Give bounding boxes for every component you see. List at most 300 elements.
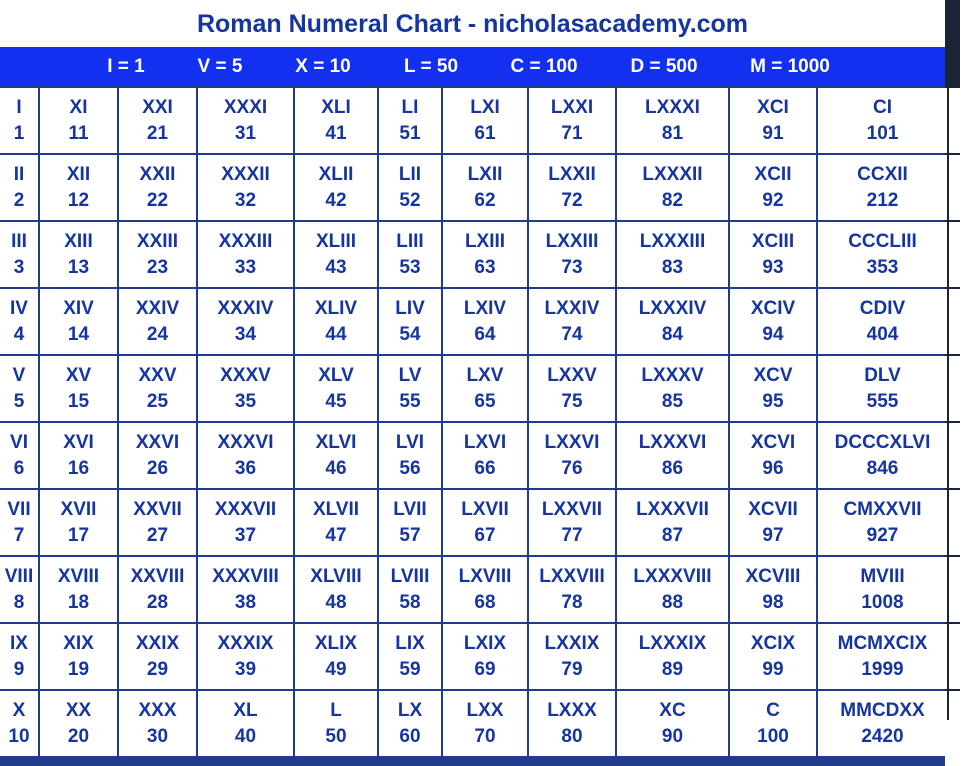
- roman-numeral: XXII: [139, 163, 176, 185]
- numeral-cell: [119, 557, 196, 622]
- arabic-number: 90: [661, 725, 684, 747]
- numeral-cell: [443, 490, 527, 555]
- roman-numeral: LXXX: [547, 699, 597, 721]
- roman-numeral: I: [16, 96, 22, 118]
- numeral-cell: [295, 557, 377, 622]
- arabic-number: 1008: [861, 591, 904, 613]
- roman-numeral: XXXVIII: [212, 565, 279, 587]
- row-end-padding: [949, 155, 967, 220]
- arabic-number: 29: [146, 658, 169, 680]
- arabic-number: 92: [762, 189, 784, 211]
- numeral-table: [0, 86, 945, 766]
- roman-numeral: LXXI: [550, 96, 594, 118]
- row-end-padding: [949, 490, 967, 555]
- roman-numeral: LXXXVII: [636, 498, 709, 520]
- arabic-number: 76: [561, 457, 583, 479]
- numeral-cell: [818, 423, 947, 488]
- numeral-cell: [443, 88, 527, 153]
- numeral-cell: [40, 490, 117, 555]
- roman-numeral: LXXIII: [545, 230, 599, 252]
- roman-numeral: LVIII: [390, 565, 430, 587]
- roman-numeral: XLV: [318, 364, 354, 386]
- roman-numeral: XCIV: [750, 297, 796, 319]
- roman-numeral: CDIV: [859, 297, 906, 319]
- arabic-number: 24: [146, 323, 169, 345]
- arabic-number: 16: [67, 457, 90, 479]
- arabic-number: 353: [866, 256, 899, 278]
- numeral-cell: [379, 356, 441, 421]
- arabic-number: 99: [762, 658, 784, 680]
- arabic-number: 18: [67, 591, 90, 613]
- roman-numeral: L: [330, 699, 342, 721]
- numeral-cell: [529, 356, 615, 421]
- numeral-cell: [0, 155, 38, 220]
- arabic-number: 15: [67, 390, 90, 412]
- arabic-number: 43: [325, 256, 347, 278]
- arabic-number: 2420: [861, 725, 904, 747]
- arabic-number: 67: [474, 524, 496, 546]
- numeral-cell: [198, 624, 293, 689]
- arabic-number: 53: [399, 256, 421, 278]
- arabic-number: 7: [13, 524, 25, 546]
- numeral-cell: [730, 557, 816, 622]
- numeral-cell: [0, 222, 38, 287]
- numeral-cell: [818, 289, 947, 354]
- roman-numeral: LXXIV: [544, 297, 600, 319]
- arabic-number: 10: [8, 725, 30, 747]
- row-end-padding: [949, 88, 967, 153]
- numeral-cell: [379, 691, 441, 756]
- arabic-number: 5: [13, 390, 25, 412]
- arabic-number: 38: [234, 591, 257, 613]
- roman-numeral: XCVIII: [745, 565, 801, 587]
- roman-numeral: XXVIII: [130, 565, 185, 587]
- numeral-cell: [40, 691, 117, 756]
- arabic-number: 8: [13, 591, 25, 613]
- roman-numeral: CCXII: [857, 163, 908, 185]
- roman-numeral: XLIII: [315, 230, 357, 252]
- roman-numeral: CCCLIII: [848, 230, 917, 252]
- row-end-padding: [949, 557, 967, 622]
- roman-numeral: LXXVIII: [539, 565, 605, 587]
- numeral-cell: [40, 423, 117, 488]
- arabic-number: 57: [399, 524, 421, 546]
- arabic-number: 64: [474, 323, 496, 345]
- roman-numeral: XX: [65, 699, 92, 721]
- numeral-cell: [617, 356, 728, 421]
- arabic-number: 78: [561, 591, 583, 613]
- roman-numeral: XXXVII: [214, 498, 277, 520]
- roman-numeral: VII: [7, 498, 31, 520]
- roman-numeral: II: [13, 163, 25, 185]
- roman-numeral: DLV: [864, 364, 901, 386]
- roman-numeral: LVI: [395, 431, 425, 453]
- arabic-number: 65: [474, 390, 496, 412]
- roman-numeral: C: [766, 699, 780, 721]
- numeral-cell: [119, 624, 196, 689]
- roman-numeral: LXIII: [464, 230, 506, 252]
- numeral-cell: [0, 423, 38, 488]
- roman-numeral: XXXVI: [217, 431, 274, 453]
- numeral-cell: [617, 490, 728, 555]
- numeral-cell: [818, 222, 947, 287]
- numeral-cell: [730, 155, 816, 220]
- arabic-number: 39: [234, 658, 257, 680]
- arabic-number: 86: [661, 457, 684, 479]
- roman-numeral: LXXXII: [642, 163, 703, 185]
- row-end-padding: [949, 624, 967, 689]
- arabic-number: 95: [762, 390, 784, 412]
- roman-numeral: XCII: [754, 163, 792, 185]
- row-end-padding: [949, 222, 967, 287]
- roman-numeral: LXXVI: [544, 431, 600, 453]
- roman-numeral: LXVI: [463, 431, 507, 453]
- roman-numeral: XXXIX: [217, 632, 274, 654]
- numeral-cell: [443, 423, 527, 488]
- numeral-cell: [730, 490, 816, 555]
- roman-numeral: VI: [10, 431, 28, 453]
- numeral-cell: [443, 222, 527, 287]
- roman-numeral: LXXXI: [645, 96, 700, 118]
- roman-numeral: LI: [401, 96, 419, 118]
- numeral-cell: [529, 88, 615, 153]
- numeral-cell: [529, 222, 615, 287]
- arabic-number: 52: [399, 189, 421, 211]
- key-item-v: V = 5: [197, 56, 243, 77]
- roman-numeral: LXXV: [547, 364, 597, 386]
- arabic-number: 54: [399, 323, 421, 345]
- arabic-number: 14: [67, 323, 90, 345]
- arabic-number: 25: [146, 390, 169, 412]
- key-item-m: M = 1000: [750, 56, 830, 77]
- roman-numeral: LXVIII: [458, 565, 512, 587]
- arabic-number: 89: [661, 658, 684, 680]
- numeral-cell: [0, 557, 38, 622]
- roman-numeral: XXXIV: [217, 297, 274, 319]
- arabic-number: 73: [561, 256, 583, 278]
- arabic-number: 87: [661, 524, 684, 546]
- roman-numeral: LX: [397, 699, 423, 721]
- roman-numeral: MVIII: [860, 565, 905, 587]
- numeral-cell: [818, 155, 947, 220]
- arabic-number: 31: [234, 122, 257, 144]
- row-end-padding: [949, 691, 967, 756]
- arabic-number: 28: [146, 591, 169, 613]
- numeral-cell: [379, 222, 441, 287]
- roman-numeral: XLIV: [314, 297, 358, 319]
- numeral-cell: [443, 557, 527, 622]
- roman-numeral: LXV: [466, 364, 504, 386]
- numeral-cell: [295, 423, 377, 488]
- numeral-cell: [198, 691, 293, 756]
- arabic-number: 23: [146, 256, 169, 278]
- numeral-cell: [818, 356, 947, 421]
- arabic-number: 62: [474, 189, 496, 211]
- arabic-number: 93: [762, 256, 784, 278]
- numeral-cell: [443, 356, 527, 421]
- arabic-number: 6: [13, 457, 25, 479]
- numeral-cell: [119, 490, 196, 555]
- numeral-cell: [443, 624, 527, 689]
- roman-numeral: XIV: [63, 297, 94, 319]
- arabic-number: 927: [866, 524, 899, 546]
- arabic-number: 9: [13, 658, 25, 680]
- arabic-number: 70: [474, 725, 496, 747]
- arabic-number: 3: [13, 256, 25, 278]
- arabic-number: 72: [561, 189, 583, 211]
- numeral-cell: [198, 222, 293, 287]
- roman-numeral: XL: [233, 699, 258, 721]
- arabic-number: 91: [762, 122, 784, 144]
- numeral-cell: [617, 624, 728, 689]
- arabic-number: 51: [399, 122, 421, 144]
- arabic-number: 32: [234, 189, 257, 211]
- arabic-number: 55: [399, 390, 421, 412]
- arabic-number: 44: [325, 323, 347, 345]
- roman-numeral: CMXXVII: [843, 498, 922, 520]
- arabic-number: 45: [325, 390, 347, 412]
- arabic-number: 13: [67, 256, 90, 278]
- roman-numeral: XXVII: [133, 498, 182, 520]
- numeral-cell: [119, 423, 196, 488]
- arabic-number: 98: [762, 591, 784, 613]
- roman-numeral: LXXVII: [541, 498, 603, 520]
- numeral-cell: [529, 289, 615, 354]
- numeral-cell: [529, 423, 615, 488]
- arabic-number: 33: [234, 256, 257, 278]
- numeral-cell: [0, 490, 38, 555]
- numeral-cell: [198, 423, 293, 488]
- numeral-cell: [295, 691, 377, 756]
- arabic-number: 60: [399, 725, 421, 747]
- roman-numeral: XVI: [63, 431, 94, 453]
- arabic-number: 17: [67, 524, 90, 546]
- roman-numeral: MMCDXX: [840, 699, 925, 721]
- arabic-number: 12: [67, 189, 90, 211]
- roman-numeral: LXXXV: [641, 364, 704, 386]
- numeral-cell: [617, 557, 728, 622]
- numeral-cell: [0, 289, 38, 354]
- roman-numeral: IX: [10, 632, 28, 654]
- roman-numeral: XLII: [318, 163, 354, 185]
- arabic-number: 37: [234, 524, 257, 546]
- arabic-number: 94: [762, 323, 784, 345]
- numeral-cell: [0, 356, 38, 421]
- arabic-number: 404: [866, 323, 899, 345]
- arabic-number: 49: [325, 658, 347, 680]
- chart-title: Roman Numeral Chart - nicholasacademy.com: [0, 0, 945, 46]
- arabic-number: 21: [146, 122, 169, 144]
- arabic-number: 212: [866, 189, 899, 211]
- arabic-number: 46: [325, 457, 347, 479]
- numeral-cell: [617, 88, 728, 153]
- roman-numeral: XCI: [757, 96, 789, 118]
- arabic-number: 22: [146, 189, 169, 211]
- key-item-d: D = 500: [630, 56, 698, 77]
- roman-numeral: XVIII: [57, 565, 100, 587]
- numeral-key-bar: [0, 47, 945, 86]
- roman-numeral: LVII: [393, 498, 427, 520]
- roman-numeral: LXXXVI: [638, 431, 707, 453]
- arabic-number: 71: [561, 122, 583, 144]
- roman-numeral: XIII: [64, 230, 93, 252]
- arabic-number: 75: [561, 390, 583, 412]
- arabic-number: 34: [234, 323, 257, 345]
- numeral-cell: [730, 624, 816, 689]
- roman-numeral: XXIV: [135, 297, 180, 319]
- roman-numeral: LXXII: [548, 163, 596, 185]
- numeral-cell: [198, 88, 293, 153]
- arabic-number: 101: [866, 122, 899, 144]
- numeral-cell: [119, 691, 196, 756]
- numeral-cell: [40, 624, 117, 689]
- row-end-padding: [949, 356, 967, 421]
- arabic-number: 846: [866, 457, 899, 479]
- roman-numeral: X: [12, 699, 26, 721]
- numeral-cell: [818, 557, 947, 622]
- arabic-number: 20: [67, 725, 90, 747]
- arabic-number: 2: [13, 189, 25, 211]
- numeral-cell: [818, 624, 947, 689]
- roman-numeral: XLVIII: [310, 565, 362, 587]
- numeral-cell: [730, 356, 816, 421]
- roman-numeral: DCCCXLVI: [834, 431, 931, 453]
- roman-numeral: XXX: [138, 699, 177, 721]
- roman-numeral: LIV: [395, 297, 425, 319]
- numeral-cell: [119, 222, 196, 287]
- roman-numeral: LXXXIX: [638, 632, 707, 654]
- numeral-cell: [198, 490, 293, 555]
- numeral-cell: [198, 155, 293, 220]
- numeral-cell: [40, 289, 117, 354]
- arabic-number: 40: [234, 725, 257, 747]
- numeral-cell: [617, 423, 728, 488]
- numeral-cell: [818, 490, 947, 555]
- numeral-cell: [379, 289, 441, 354]
- arabic-number: 555: [866, 390, 899, 412]
- row-end-padding: [949, 289, 967, 354]
- roman-numeral: XIX: [63, 632, 94, 654]
- numeral-cell: [818, 691, 947, 756]
- arabic-number: 97: [762, 524, 784, 546]
- arabic-number: 83: [661, 256, 684, 278]
- numeral-cell: [198, 557, 293, 622]
- numeral-cell: [529, 557, 615, 622]
- roman-numeral: XCVII: [748, 498, 798, 520]
- arabic-number: 58: [399, 591, 421, 613]
- numeral-cell: [40, 88, 117, 153]
- arabic-number: 41: [325, 122, 347, 144]
- numeral-cell: [730, 88, 816, 153]
- arabic-number: 30: [146, 725, 169, 747]
- roman-numeral: LXIV: [463, 297, 507, 319]
- numeral-cell: [730, 222, 816, 287]
- numeral-cell: [617, 691, 728, 756]
- numeral-cell: [198, 289, 293, 354]
- numeral-cell: [529, 155, 615, 220]
- numeral-cell: [529, 490, 615, 555]
- numeral-cell: [295, 289, 377, 354]
- roman-numeral: XCVI: [750, 431, 796, 453]
- roman-numeral: XVII: [60, 498, 97, 520]
- numeral-cell: [730, 423, 816, 488]
- arabic-number: 79: [561, 658, 583, 680]
- roman-numeral: LXXXVIII: [633, 565, 712, 587]
- roman-numeral: LXIX: [463, 632, 507, 654]
- roman-numeral: XXVI: [135, 431, 180, 453]
- roman-numeral: XLI: [321, 96, 351, 118]
- arabic-number: 36: [234, 457, 257, 479]
- numeral-cell: [379, 557, 441, 622]
- numeral-cell: [198, 356, 293, 421]
- arabic-number: 74: [561, 323, 583, 345]
- arabic-number: 69: [474, 658, 496, 680]
- numeral-cell: [730, 691, 816, 756]
- numeral-cell: [443, 289, 527, 354]
- arabic-number: 1999: [861, 658, 904, 680]
- roman-numeral: IV: [10, 297, 28, 319]
- numeral-cell: [295, 624, 377, 689]
- arabic-number: 56: [399, 457, 421, 479]
- roman-numeral: XCIX: [750, 632, 796, 654]
- numeral-cell: [818, 88, 947, 153]
- roman-numeral: LXXXIII: [639, 230, 706, 252]
- roman-numeral: XLVI: [315, 431, 357, 453]
- roman-numeral: V: [12, 364, 26, 386]
- arabic-number: 1: [13, 122, 25, 144]
- roman-numeral: LIII: [396, 230, 424, 252]
- numeral-cell: [40, 557, 117, 622]
- arabic-number: 42: [325, 189, 347, 211]
- roman-numeral: XI: [69, 96, 88, 118]
- numeral-cell: [295, 88, 377, 153]
- arabic-number: 26: [146, 457, 169, 479]
- roman-numeral: LIX: [395, 632, 425, 654]
- arabic-number: 4: [13, 323, 25, 345]
- numeral-cell: [529, 691, 615, 756]
- arabic-number: 47: [325, 524, 347, 546]
- roman-numeral: LV: [398, 364, 422, 386]
- arabic-number: 80: [561, 725, 583, 747]
- roman-numeral: XV: [65, 364, 92, 386]
- key-item-l: L = 50: [403, 56, 459, 77]
- key-item-c: C = 100: [510, 56, 578, 77]
- arabic-number: 61: [474, 122, 496, 144]
- roman-numeral: LXI: [470, 96, 500, 118]
- roman-numeral: MCMXCIX: [837, 632, 928, 654]
- numeral-cell: [443, 155, 527, 220]
- numeral-cell: [443, 691, 527, 756]
- roman-numeral: LXXIX: [544, 632, 600, 654]
- roman-numeral: XXXIII: [218, 230, 273, 252]
- arabic-number: 59: [399, 658, 421, 680]
- numeral-cell: [119, 289, 196, 354]
- roman-numeral: LXXXIV: [638, 297, 707, 319]
- roman-numeral: XC: [659, 699, 686, 721]
- arabic-number: 82: [661, 189, 684, 211]
- roman-numeral: XXIX: [135, 632, 180, 654]
- numeral-cell: [40, 222, 117, 287]
- numeral-cell: [617, 155, 728, 220]
- numeral-cell: [119, 88, 196, 153]
- numeral-cell: [617, 289, 728, 354]
- roman-numeral: LXX: [466, 699, 504, 721]
- roman-numeral: XXIII: [136, 230, 179, 252]
- numeral-cell: [379, 155, 441, 220]
- roman-numeral: XXV: [138, 364, 177, 386]
- roman-numeral: VIII: [4, 565, 34, 587]
- key-item-x: X = 10: [295, 56, 351, 77]
